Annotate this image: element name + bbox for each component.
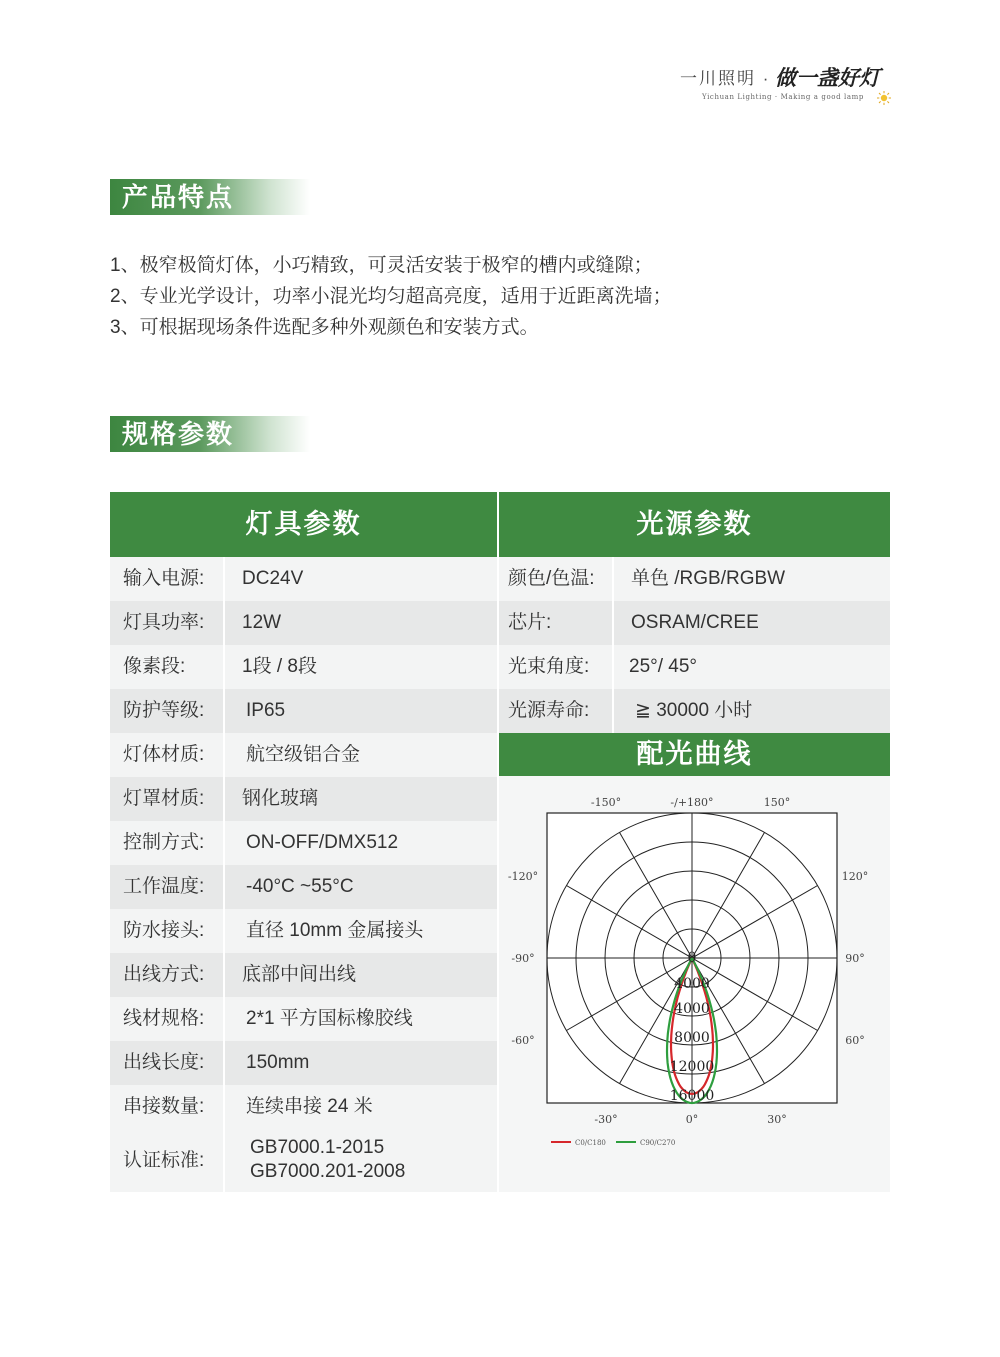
spec-label: 灯体材质:: [123, 744, 205, 765]
spec-value: 钢化玻璃: [242, 788, 319, 809]
spec-label: 出线长度:: [123, 1052, 205, 1073]
spec-table: [110, 492, 890, 1192]
cell-divider: [223, 1129, 225, 1192]
spec-value: 底部中间出线: [242, 964, 357, 985]
spec-value: [250, 1136, 405, 1184]
table-row: [110, 865, 497, 909]
cert-standard-1: GB7000.1-2015: [250, 1137, 385, 1158]
spec-value: 12W: [242, 612, 282, 633]
cell-divider: [612, 689, 614, 733]
table-row: [110, 1129, 497, 1192]
spec-label: 防护等级:: [123, 700, 205, 721]
table-row: [110, 1041, 497, 1085]
spec-value: OSRAM/CREE: [631, 612, 759, 633]
table-row: [499, 645, 890, 689]
spec-label: 芯片:: [508, 612, 552, 633]
cell-divider: [223, 909, 225, 953]
light-source-header: 光源参数: [499, 492, 890, 557]
spec-value: ≧ 30000 小时: [635, 700, 753, 721]
radial-tick-label: 4000: [674, 976, 710, 992]
spec-label: 线材规格:: [123, 1008, 205, 1029]
light-curve-header: 配光曲线: [499, 733, 890, 776]
table-row: [110, 645, 497, 689]
angle-label: 150°: [763, 796, 791, 809]
table-row: [110, 909, 497, 953]
angle-label: 30°: [767, 1113, 787, 1126]
feature-item: 3、可根据现场条件选配多种外观颜色和安装方式。: [110, 317, 539, 338]
angle-label: -60°: [511, 1034, 535, 1047]
polar-chart: [499, 776, 890, 1192]
radial-tick-label: 12000: [669, 1059, 715, 1075]
table-row: [110, 557, 497, 601]
spec-value: ON-OFF/DMX512: [246, 832, 399, 853]
cell-divider: [223, 1085, 225, 1129]
cell-divider: [223, 777, 225, 821]
radial-tick-label: 16000: [669, 1088, 715, 1104]
legend-label: C0/C180: [575, 1139, 606, 1147]
angle-label: -/+180°: [670, 796, 714, 809]
brand-name: 一川照明 ·: [680, 69, 771, 88]
spec-value: 150mm: [246, 1052, 310, 1073]
brand-tagline: Yichuan Lighting · Making a good lamp: [702, 93, 864, 101]
cell-divider: [612, 557, 614, 601]
fixture-params-header: 灯具参数: [110, 492, 497, 557]
specs-section-title: 规格参数: [110, 416, 310, 452]
spec-value: 航空级铝合金: [246, 744, 361, 765]
angle-label: -90°: [511, 952, 535, 965]
radial-tick-label: 8000: [674, 1030, 710, 1046]
cell-divider: [223, 689, 225, 733]
cell-divider: [223, 1041, 225, 1085]
cell-divider: [223, 997, 225, 1041]
spec-value: IP65: [246, 700, 286, 721]
table-row: [499, 601, 890, 645]
spec-label: 工作温度:: [123, 876, 205, 897]
radial-tick-label: 0: [687, 950, 697, 966]
table-row: [110, 821, 497, 865]
spec-value: DC24V: [242, 568, 304, 589]
features-section-title: 产品特点: [110, 179, 310, 215]
angle-label: 0°: [685, 1113, 699, 1126]
table-row: [499, 557, 890, 601]
table-row: [110, 997, 497, 1041]
spec-value: 直径 10mm 金属接头: [246, 920, 424, 941]
spec-value: 2*1 平方国标橡胶线: [246, 1008, 413, 1029]
spec-value: 25°/ 45°: [629, 656, 698, 677]
cell-divider: [223, 557, 225, 601]
angle-label: -120°: [507, 870, 539, 883]
spec-value: 1段 / 8段: [242, 656, 317, 677]
feature-item: 1、极窄极简灯体，小巧精致，可灵活安装于极窄的槽内或缝隙；: [110, 255, 653, 276]
cell-divider: [223, 865, 225, 909]
brand-logo: [680, 62, 895, 110]
table-row: [499, 689, 890, 733]
spec-label: 光束角度:: [508, 656, 590, 677]
feature-item: 2、专业光学设计，功率小混光均匀超高亮度，适用于近距离洗墙；: [110, 286, 672, 307]
table-row: [110, 733, 497, 777]
cell-divider: [223, 645, 225, 689]
spec-value: -40°C ~55°C: [246, 876, 354, 897]
spec-label: 光源寿命:: [508, 700, 590, 721]
angle-label: 120°: [841, 870, 869, 883]
table-row: [110, 777, 497, 821]
spec-label: 出线方式:: [123, 964, 205, 985]
spec-value: 单色 /RGB/RGBW: [631, 568, 786, 589]
table-row: [110, 601, 497, 645]
spec-label: 像素段:: [123, 656, 186, 677]
spec-label: 输入电源:: [123, 568, 205, 589]
spec-label: 灯罩材质:: [123, 788, 205, 809]
angle-label: -30°: [594, 1113, 618, 1126]
cell-divider: [223, 821, 225, 865]
cert-standard-2: GB7000.201-2008: [250, 1161, 406, 1182]
cell-divider: [223, 953, 225, 997]
cell-divider: [612, 645, 614, 689]
angle-label: 60°: [845, 1034, 865, 1047]
spec-label: 认证标准:: [123, 1150, 205, 1171]
spec-label: 灯具功率:: [123, 612, 205, 633]
spec-label: 控制方式:: [123, 832, 205, 853]
table-row: [110, 1085, 497, 1129]
lightbulb-icon: [876, 90, 892, 106]
angle-label: 90°: [845, 952, 865, 965]
legend-label: C90/C270: [640, 1139, 676, 1147]
spec-label: 防水接头:: [123, 920, 205, 941]
brand-slogan: 做一盏好灯: [775, 65, 880, 90]
angle-label: -150°: [590, 796, 622, 809]
table-row: [110, 953, 497, 997]
feature-list: [110, 250, 910, 343]
spec-value: 连续串接 24 米: [246, 1096, 373, 1117]
radial-tick-label: 4000: [674, 1001, 710, 1017]
cell-divider: [223, 733, 225, 777]
spec-label: 颜色/色温:: [508, 568, 595, 589]
cell-divider: [223, 601, 225, 645]
spec-label: 串接数量:: [123, 1096, 205, 1117]
cell-divider: [612, 601, 614, 645]
table-row: [110, 689, 497, 733]
light-distribution-panel: [499, 776, 890, 1192]
